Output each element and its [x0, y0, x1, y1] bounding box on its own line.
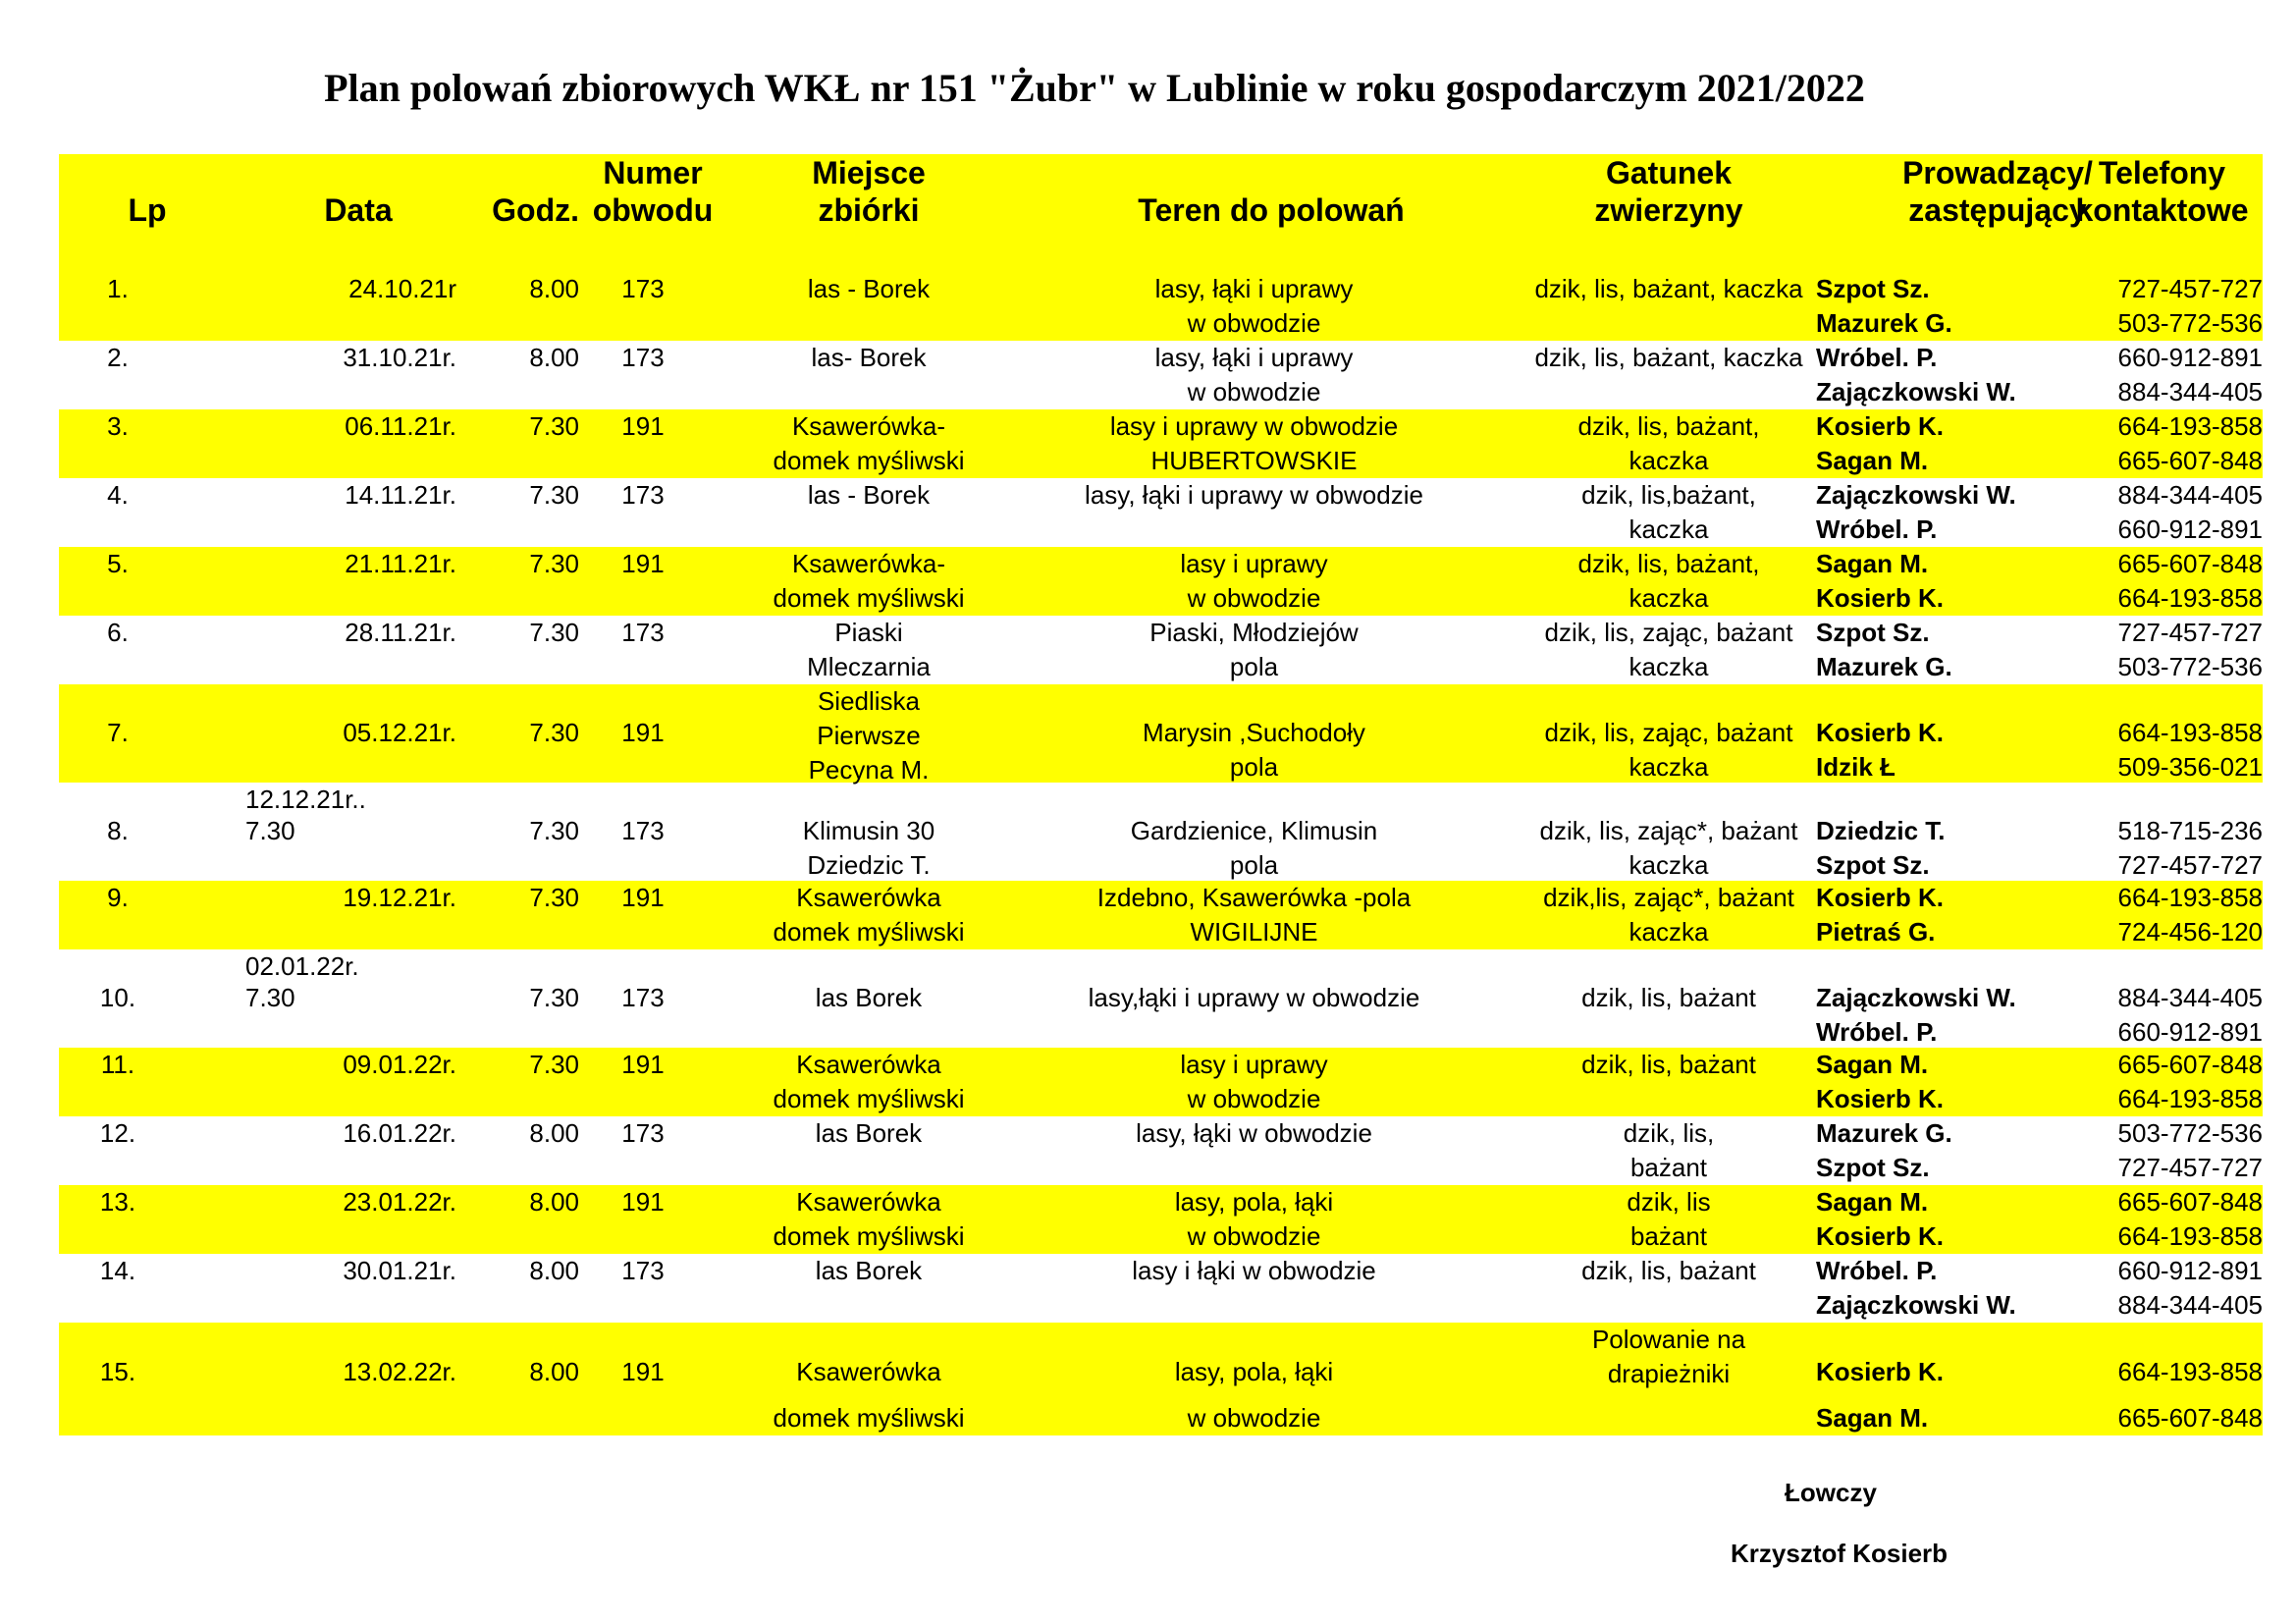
- cell-teren: lasy, pola, łąki: [1174, 1357, 1334, 1386]
- cell-miejsce: domek myśliwski: [773, 917, 965, 947]
- cell-gatunek: dzik, lis, bażant,: [1577, 411, 1760, 441]
- cell-miejsce: Dziedzic T.: [807, 850, 931, 880]
- header-prowadzacy: Prowadzący/: [1902, 155, 2093, 190]
- cell-telefony: 884-344-405: [2117, 983, 2263, 1012]
- cell-teren: Marysin ,Suchodoły: [1143, 718, 1365, 747]
- cell-prowadzacy: Kosierb K.: [1816, 411, 1945, 441]
- cell-godz: 8.00: [529, 1256, 579, 1285]
- cell-prowadzacy: Kosierb K.: [1816, 1084, 1945, 1113]
- cell-miejsce: las - Borek: [807, 480, 931, 510]
- cell-teren: w obwodzie: [1187, 1403, 1321, 1433]
- table-row: [59, 341, 2263, 409]
- header-telefony: Telefony: [2098, 155, 2226, 190]
- cell-gatunek: kaczka: [1629, 446, 1709, 475]
- header-teren: Teren do polowań: [1138, 192, 1405, 228]
- cell-telefony: 727-457-727: [2117, 850, 2263, 880]
- cell-data: 12.12.21r..: [245, 785, 366, 814]
- cell-telefony: 660-912-891: [2117, 1256, 2263, 1285]
- cell-numer: 173: [621, 816, 665, 845]
- header-miejsce: Miejsce: [812, 155, 926, 190]
- cell-gatunek: kaczka: [1629, 652, 1709, 681]
- cell-miejsce: Mleczarnia: [807, 652, 931, 681]
- cell-gatunek: kaczka: [1629, 514, 1709, 544]
- cell-miejsce: Ksawerówka: [796, 1357, 941, 1386]
- cell-prowadzacy: Kosierb K.: [1816, 1221, 1945, 1251]
- cell-gatunek: dzik, lis, zając, bażant: [1544, 618, 1793, 647]
- cell-teren: lasy, łąki i uprawy: [1154, 274, 1354, 303]
- cell-gatunek: kaczka: [1629, 583, 1709, 613]
- header-lp: Lp: [128, 192, 167, 228]
- cell-lp: 14.: [99, 1256, 136, 1285]
- cell-miejsce: domek myśliwski: [773, 583, 965, 613]
- cell-prowadzacy: Szpot Sz.: [1816, 274, 1930, 303]
- table-row: [59, 684, 2263, 783]
- cell-data: 19.12.21r.: [343, 883, 456, 912]
- cell-numer: 173: [621, 1256, 665, 1285]
- cell-gatunek: dzik, lis, bażant: [1581, 1256, 1756, 1285]
- cell-miejsce: Pecyna M.: [808, 755, 930, 785]
- cell-prowadzacy: Mazurek G.: [1816, 308, 1952, 338]
- cell-godz: 8.00: [529, 343, 579, 372]
- cell-data: 05.12.21r.: [343, 718, 456, 747]
- cell-telefony: 665-607-848: [2117, 1050, 2263, 1079]
- cell-miejsce: domek myśliwski: [773, 1084, 965, 1113]
- cell-prowadzacy: Kosierb K.: [1816, 883, 1945, 912]
- cell-prowadzacy: Zajączkowski W.: [1816, 480, 2016, 510]
- cell-data: 23.01.22r.: [343, 1187, 456, 1217]
- cell-telefony: 503-772-536: [2117, 652, 2263, 681]
- cell-prowadzacy: Sagan M.: [1816, 1050, 1929, 1079]
- header-gatunek: zwierzyny: [1594, 192, 1743, 228]
- cell-prowadzacy: Sagan M.: [1816, 549, 1929, 578]
- cell-teren: lasy i uprawy: [1180, 549, 1328, 578]
- cell-telefony: 665-607-848: [2117, 446, 2263, 475]
- cell-godz: 7.30: [529, 549, 579, 578]
- cell-gatunek: dzik, lis, bażant, kaczka: [1534, 343, 1803, 372]
- signature-name: Krzysztof Kosierb: [1731, 1539, 1949, 1568]
- cell-godz: 7.30: [529, 480, 579, 510]
- cell-miejsce: domek myśliwski: [773, 1221, 965, 1251]
- cell-gatunek: kaczka: [1629, 850, 1709, 880]
- cell-teren: Izdebno, Ksawerówka -pola: [1096, 883, 1412, 912]
- cell-miejsce: Siedliska: [817, 686, 921, 716]
- cell-lp: 2.: [107, 343, 129, 372]
- cell-gatunek: dzik, lis,: [1623, 1118, 1715, 1148]
- table-row: [59, 783, 2263, 881]
- cell-numer: 191: [621, 1187, 665, 1217]
- cell-data: 02.01.22r.: [245, 951, 359, 981]
- cell-data: 09.01.22r.: [343, 1050, 456, 1079]
- cell-miejsce: las- Borek: [811, 343, 927, 372]
- cell-teren: pola: [1229, 752, 1279, 782]
- table-header: [59, 154, 2263, 272]
- cell-miejsce: Ksawerówka: [796, 1187, 941, 1217]
- table-row: [59, 1185, 2263, 1254]
- cell-data: 16.01.22r.: [343, 1118, 456, 1148]
- cell-prowadzacy: Zajączkowski W.: [1816, 377, 2016, 406]
- cell-gatunek: Polowanie na: [1591, 1325, 1746, 1354]
- cell-lp: 13.: [99, 1187, 136, 1217]
- cell-numer: 191: [621, 1050, 665, 1079]
- cell-prowadzacy: Szpot Sz.: [1816, 618, 1930, 647]
- cell-data: 7.30: [245, 816, 295, 845]
- cell-miejsce: Klimusin 30: [802, 816, 935, 845]
- table-row: [59, 1048, 2263, 1116]
- cell-godz: 7.30: [529, 983, 579, 1012]
- cell-data: 30.01.21r.: [343, 1256, 456, 1285]
- cell-telefony: 664-193-858: [2117, 718, 2263, 747]
- cell-prowadzacy: Kosierb K.: [1816, 583, 1945, 613]
- cell-gatunek: kaczka: [1629, 917, 1709, 947]
- cell-gatunek: dzik, lis, bażant: [1581, 983, 1756, 1012]
- header-godz: Godz.: [492, 192, 579, 228]
- cell-miejsce: Ksawerówka-: [791, 411, 946, 441]
- cell-teren: lasy i uprawy w obwodzie: [1109, 411, 1399, 441]
- table-row: [59, 881, 2263, 949]
- cell-miejsce: las Borek: [815, 983, 923, 1012]
- cell-gatunek: dzik, lis, bażant, kaczka: [1534, 274, 1803, 303]
- cell-telefony: 503-772-536: [2117, 308, 2263, 338]
- cell-lp: 3.: [107, 411, 129, 441]
- cell-gatunek: dzik,lis, zając*, bażant: [1543, 883, 1794, 912]
- cell-data: 21.11.21r.: [345, 549, 456, 578]
- cell-telefony: 727-457-727: [2117, 1153, 2263, 1182]
- cell-miejsce: Ksawerówka: [796, 883, 941, 912]
- cell-prowadzacy: Kosierb K.: [1816, 718, 1945, 747]
- cell-prowadzacy: Wróbel. P.: [1816, 343, 1938, 372]
- cell-prowadzacy: Szpot Sz.: [1816, 1153, 1930, 1182]
- cell-numer: 191: [621, 1357, 665, 1386]
- cell-godz: 8.00: [529, 1357, 579, 1386]
- cell-gatunek: dzik, lis, bażant,: [1577, 549, 1760, 578]
- cell-data: 24.10.21r: [348, 274, 456, 303]
- cell-telefony: 665-607-848: [2117, 1187, 2263, 1217]
- cell-godz: 8.00: [529, 1187, 579, 1217]
- cell-data: 13.02.22r.: [343, 1357, 456, 1386]
- cell-numer: 191: [621, 718, 665, 747]
- header-telefony: kontaktowe: [2075, 192, 2249, 228]
- cell-telefony: 660-912-891: [2117, 514, 2263, 544]
- table-row: [59, 616, 2263, 684]
- table-row: [59, 1254, 2263, 1323]
- cell-lp: 6.: [107, 618, 129, 647]
- table-row: [59, 547, 2263, 616]
- cell-prowadzacy: Sagan M.: [1816, 1187, 1929, 1217]
- cell-numer: 173: [621, 1118, 665, 1148]
- cell-telefony: 665-607-848: [2117, 1403, 2263, 1433]
- cell-teren: Piaski, Młodziejów: [1149, 618, 1359, 647]
- page-title: Plan polowań zbiorowych WKŁ nr 151 "Żubr" w Lublinie w roku gospodarczym 2021/2022: [324, 66, 1865, 110]
- cell-gatunek: dzik, lis, zając, bażant: [1544, 718, 1793, 747]
- cell-telefony: 518-715-236: [2117, 816, 2263, 845]
- cell-miejsce: Ksawerówka: [796, 1050, 941, 1079]
- cell-godz: 7.30: [529, 618, 579, 647]
- cell-data: 7.30: [245, 983, 295, 1012]
- cell-numer: 173: [621, 343, 665, 372]
- header-data: Data: [324, 192, 393, 228]
- cell-prowadzacy: Idzik Ł: [1816, 752, 1896, 782]
- cell-telefony: 884-344-405: [2117, 1290, 2263, 1320]
- cell-godz: 7.30: [529, 718, 579, 747]
- cell-godz: 7.30: [529, 816, 579, 845]
- cell-lp: 11.: [100, 1050, 135, 1079]
- cell-teren: lasy, łąki i uprawy: [1154, 343, 1354, 372]
- cell-telefony: 724-456-120: [2117, 917, 2263, 947]
- cell-prowadzacy: Mazurek G.: [1816, 652, 1952, 681]
- cell-miejsce: Pierwsze: [817, 721, 921, 750]
- cell-miejsce: domek myśliwski: [773, 446, 965, 475]
- cell-telefony: 727-457-727: [2117, 274, 2263, 303]
- cell-prowadzacy: Wróbel. P.: [1816, 514, 1938, 544]
- cell-prowadzacy: Sagan M.: [1816, 446, 1929, 475]
- table-row: [59, 949, 2263, 1048]
- table-row: [59, 272, 2263, 341]
- cell-prowadzacy: Mazurek G.: [1816, 1118, 1952, 1148]
- table-row: [59, 478, 2263, 547]
- cell-prowadzacy: Wróbel. P.: [1816, 1256, 1938, 1285]
- cell-gatunek: dzik, lis, bażant: [1581, 1050, 1756, 1079]
- cell-numer: 191: [621, 883, 665, 912]
- cell-teren: w obwodzie: [1187, 583, 1321, 613]
- cell-godz: 8.00: [529, 1118, 579, 1148]
- cell-godz: 8.00: [529, 274, 579, 303]
- cell-teren: pola: [1229, 850, 1279, 880]
- cell-numer: 173: [621, 274, 665, 303]
- cell-prowadzacy: Zajączkowski W.: [1816, 1290, 2016, 1320]
- cell-telefony: 660-912-891: [2117, 343, 2263, 372]
- cell-miejsce: las - Borek: [807, 274, 931, 303]
- cell-teren: Gardzienice, Klimusin: [1130, 816, 1378, 845]
- cell-numer: 173: [621, 480, 665, 510]
- cell-telefony: 664-193-858: [2117, 1084, 2263, 1113]
- cell-miejsce: las Borek: [815, 1256, 923, 1285]
- cell-teren: w obwodzie: [1187, 1221, 1321, 1251]
- cell-lp: 9.: [107, 883, 129, 912]
- table-row: [59, 409, 2263, 478]
- signature-role: Łowczy: [1785, 1478, 1877, 1507]
- cell-teren: lasy, łąki i uprawy w obwodzie: [1085, 480, 1423, 510]
- cell-prowadzacy: Pietraś G.: [1816, 917, 1936, 947]
- header-numer: obwodu: [592, 192, 714, 228]
- cell-telefony: 503-772-536: [2117, 1118, 2263, 1148]
- cell-lp: 12.: [99, 1118, 136, 1148]
- cell-gatunek: dzik, lis: [1627, 1187, 1711, 1217]
- cell-gatunek: kaczka: [1629, 752, 1709, 782]
- cell-telefony: 665-607-848: [2117, 549, 2263, 578]
- cell-lp: 1.: [107, 274, 129, 303]
- cell-lp: 10.: [99, 983, 136, 1012]
- cell-telefony: 664-193-858: [2117, 583, 2263, 613]
- cell-teren: lasy, łąki w obwodzie: [1136, 1118, 1372, 1148]
- cell-telefony: 664-193-858: [2117, 1221, 2263, 1251]
- cell-teren: pola: [1229, 652, 1279, 681]
- cell-gatunek: bażant: [1629, 1221, 1708, 1251]
- cell-telefony: 664-193-858: [2117, 883, 2263, 912]
- cell-teren: w obwodzie: [1187, 1084, 1321, 1113]
- cell-lp: 8.: [107, 816, 129, 845]
- cell-gatunek: dzik, lis, zając*, bażant: [1539, 816, 1798, 845]
- table-row: [59, 1323, 2263, 1435]
- cell-miejsce: las Borek: [815, 1118, 923, 1148]
- cell-telefony: 509-356-021: [2117, 752, 2263, 782]
- cell-teren: lasy, pola, łąki: [1174, 1187, 1334, 1217]
- cell-telefony: 884-344-405: [2117, 377, 2263, 406]
- cell-data: 28.11.21r.: [345, 618, 456, 647]
- cell-lp: 15.: [99, 1357, 136, 1386]
- cell-teren: HUBERTOWSKIE: [1150, 446, 1358, 475]
- cell-prowadzacy: Szpot Sz.: [1816, 850, 1930, 880]
- cell-teren: w obwodzie: [1187, 308, 1321, 338]
- cell-miejsce: Ksawerówka-: [791, 549, 946, 578]
- cell-telefony: 664-193-858: [2117, 1357, 2263, 1386]
- cell-gatunek: drapieżniki: [1607, 1359, 1731, 1388]
- cell-lp: 4.: [107, 480, 129, 510]
- cell-data: 31.10.21r.: [343, 343, 456, 372]
- header-gatunek: Gatunek: [1605, 155, 1733, 190]
- header-prowadzacy: zastępujący: [1908, 192, 2087, 228]
- cell-godz: 7.30: [529, 411, 579, 441]
- cell-godz: 7.30: [529, 883, 579, 912]
- cell-numer: 191: [621, 549, 665, 578]
- cell-lp: 7.: [107, 718, 129, 747]
- cell-teren: w obwodzie: [1187, 377, 1321, 406]
- cell-numer: 191: [621, 411, 665, 441]
- cell-prowadzacy: Wróbel. P.: [1816, 1017, 1938, 1047]
- cell-telefony: 884-344-405: [2117, 480, 2263, 510]
- cell-numer: 173: [621, 618, 665, 647]
- cell-data: 14.11.21r.: [345, 480, 456, 510]
- cell-data: 06.11.21r.: [345, 411, 456, 441]
- cell-telefony: 727-457-727: [2117, 618, 2263, 647]
- header-miejsce: zbiórki: [818, 192, 920, 228]
- cell-miejsce: Piaski: [834, 618, 903, 647]
- cell-telefony: 664-193-858: [2117, 411, 2263, 441]
- cell-teren: lasy i uprawy: [1180, 1050, 1328, 1079]
- cell-numer: 173: [621, 983, 665, 1012]
- cell-teren: WIGILIJNE: [1190, 917, 1318, 947]
- cell-teren: lasy i łąki w obwodzie: [1132, 1256, 1376, 1285]
- header-numer: Numer: [603, 155, 703, 190]
- cell-prowadzacy: Dziedzic T.: [1816, 816, 1946, 845]
- hunting-plan-table: [59, 154, 2263, 1435]
- table-row: [59, 1116, 2263, 1185]
- cell-prowadzacy: Sagan M.: [1816, 1403, 1929, 1433]
- cell-prowadzacy: Kosierb K.: [1816, 1357, 1945, 1386]
- cell-lp: 5.: [107, 549, 129, 578]
- cell-godz: 7.30: [529, 1050, 579, 1079]
- cell-prowadzacy: Zajączkowski W.: [1816, 983, 2016, 1012]
- cell-miejsce: domek myśliwski: [773, 1403, 965, 1433]
- cell-telefony: 660-912-891: [2117, 1017, 2263, 1047]
- cell-gatunek: bażant: [1629, 1153, 1708, 1182]
- cell-gatunek: dzik, lis,bażant,: [1581, 480, 1756, 510]
- cell-teren: lasy,łąki i uprawy w obwodzie: [1088, 983, 1420, 1012]
